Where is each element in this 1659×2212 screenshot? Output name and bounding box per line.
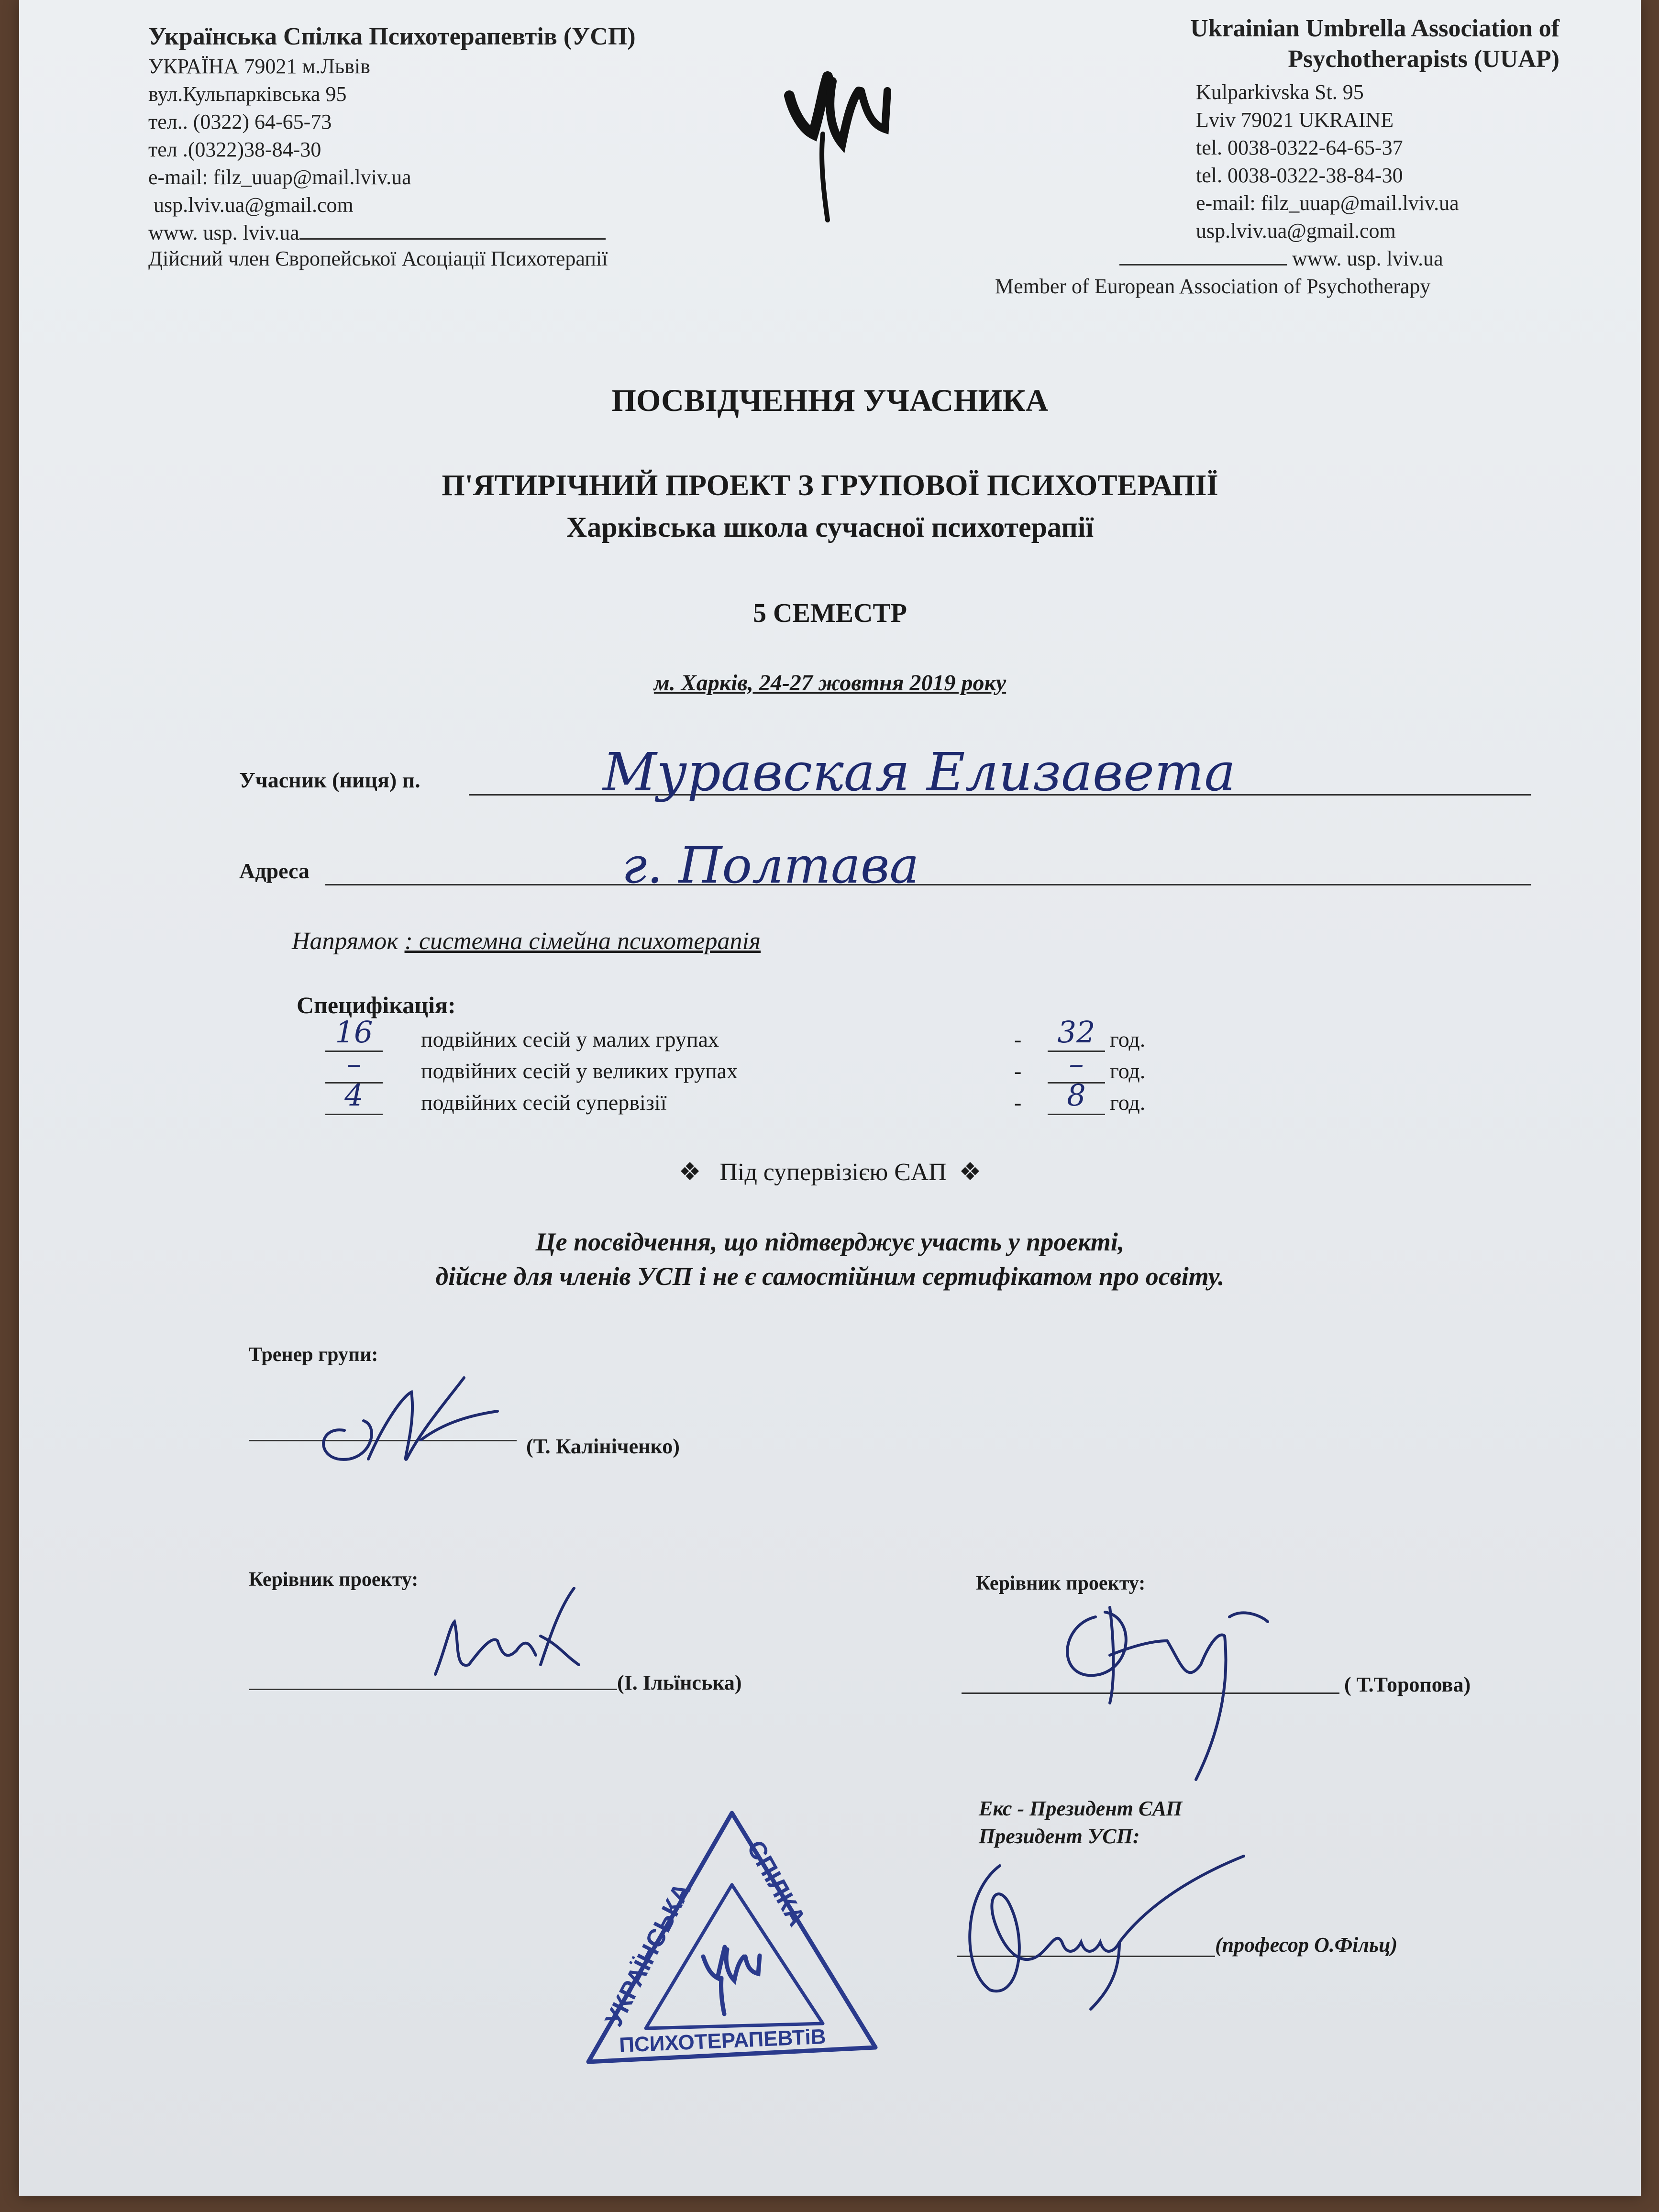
spec-count: – bbox=[325, 1055, 383, 1084]
address-line: Kulparkivska St. 95 bbox=[1196, 80, 1364, 104]
president-title-usp: Президент УСП: bbox=[979, 1825, 1140, 1848]
stamp-text-bottom: ПСИХОТЕРАПЕВТіВ bbox=[619, 2024, 827, 2057]
president-titles bbox=[979, 1795, 1182, 1850]
organization-stamp bbox=[574, 1803, 890, 2071]
spec-row: 4 подвійних сесій супервізії - 8 год. bbox=[325, 1087, 1186, 1116]
header-left bbox=[148, 21, 722, 273]
certificate-title: ПОСВІДЧЕННЯ УЧАСНИКА bbox=[611, 383, 1049, 418]
spec-description: подвійних сесій супервізії bbox=[421, 1090, 667, 1115]
usp-logo-icon bbox=[775, 62, 899, 225]
spec-hours: 8 bbox=[1048, 1087, 1105, 1115]
address-value: г. Полтава bbox=[622, 836, 919, 895]
project-title: П'ЯТИРІЧНИЙ ПРОЕКТ З ГРУПОВОЇ ПСИХОТЕРАПІЇ bbox=[442, 469, 1218, 502]
spec-hours: 32 bbox=[1048, 1024, 1105, 1052]
place-date: м. Харків, 24-27 жовтня 2019 року bbox=[653, 670, 1006, 696]
phone-line: tel. 0038-0322-38-84-30 bbox=[1196, 164, 1403, 187]
direction bbox=[292, 927, 761, 955]
direction-label: Напрямок bbox=[292, 928, 398, 955]
email-line: e-mail: filz_uuap@mail.lviv.ua bbox=[148, 166, 411, 189]
phone-line: tel. 0038-0322-64-65-37 bbox=[1196, 136, 1403, 159]
website-line: www. usp. lviv.ua bbox=[995, 245, 1559, 273]
email-line: usp.lviv.ua@gmail.com bbox=[1196, 219, 1396, 243]
leader-right-name: ( Т.Торопова) bbox=[1344, 1673, 1471, 1696]
certificate-page bbox=[19, 0, 1641, 2196]
spec-count: 4 bbox=[325, 1087, 383, 1115]
membership-en: Member of European Association of Psychotherapy bbox=[995, 275, 1431, 298]
trainer-name: (Т. Калініченко) bbox=[526, 1435, 680, 1458]
president-signature bbox=[947, 1847, 1253, 2019]
svg-text:УКРАЇНСЬКА bbox=[600, 1879, 696, 2031]
email-line: e-mail: filz_uuap@mail.lviv.ua bbox=[1196, 191, 1459, 215]
president-name: (професор О.Фільц) bbox=[1215, 1933, 1398, 1957]
address-line: УКРАЇНА 79021 м.Львів bbox=[148, 55, 370, 78]
spec-description: подвійних сесій у великих групах bbox=[421, 1059, 738, 1083]
leader-left-name: (І. Ільїнська) bbox=[617, 1671, 742, 1694]
website-line: www. usp. lviv.ua bbox=[148, 219, 722, 247]
trainer-signature bbox=[306, 1368, 507, 1478]
direction-value: : системна сімейна психотерапія bbox=[404, 928, 761, 955]
stamp-logo-icon bbox=[703, 1947, 760, 2014]
leader-left-signature bbox=[421, 1579, 603, 1684]
spec-description: подвійних сесій у малих групах bbox=[421, 1027, 719, 1051]
phone-line: тел .(0322)38-84-30 bbox=[148, 138, 321, 161]
participant-name: Муравская Елизавета bbox=[603, 741, 1236, 803]
org-name-en-line2: Psychotherapists (UUAP) bbox=[1288, 45, 1559, 73]
president-title-eap: Екс - Президент ЄАП bbox=[979, 1797, 1183, 1820]
leader-left-label: Керівник проекту: bbox=[249, 1569, 419, 1591]
leader-right-label: Керівник проекту: bbox=[976, 1572, 1146, 1594]
spec-row: 16 подвійних сесій у малих групах - 32 год. bbox=[325, 1024, 1186, 1052]
address-field bbox=[239, 836, 1531, 895]
spec-hours: – bbox=[1048, 1055, 1105, 1084]
email-line: usp.lviv.ua@gmail.com bbox=[148, 193, 354, 217]
address-line: вул.Кульпарківська 95 bbox=[148, 82, 347, 106]
org-name-ua: Українська Спілка Психотерапевтів (УСП) bbox=[148, 23, 636, 50]
phone-line: тел.. (0322) 64-65-73 bbox=[148, 110, 332, 133]
participant-label: Учасник (ниця) п. bbox=[239, 768, 420, 792]
address-label: Адреса bbox=[239, 859, 310, 883]
semester: 5 СЕМЕСТР bbox=[753, 598, 907, 628]
stamp-text-right: СПІЛКА bbox=[741, 1836, 811, 1931]
leader-right-signature bbox=[1038, 1588, 1287, 1789]
address-line: Lviv 79021 UKRAINE bbox=[1196, 108, 1394, 132]
eap-supervision: ❖ Під супервізією ЄАП ❖ bbox=[678, 1159, 982, 1186]
leader-left-signature-line bbox=[249, 1689, 617, 1690]
school-name: Харківська школа сучасної психотерапії bbox=[566, 511, 1094, 543]
trainer-label: Тренер групи: bbox=[249, 1344, 378, 1366]
participant-field bbox=[239, 741, 1531, 803]
spec-count: 16 bbox=[325, 1024, 383, 1052]
stamp-text-top: УКРАЇНСЬКА bbox=[600, 1879, 697, 2031]
spec-row: – подвійних сесій у великих групах - – год. bbox=[325, 1055, 1186, 1084]
org-name-en-line1: Ukrainian Umbrella Association of bbox=[1190, 15, 1559, 42]
membership-ua: Дійсний член Європейської Асоціації Психотерапії bbox=[148, 247, 608, 270]
specification-heading: Специфікація: bbox=[297, 992, 456, 1018]
header-right bbox=[995, 13, 1559, 300]
validity-note: Це посвідчення, що підтверджує участь у проекті, дійсне для членів УСП і не є самостійним сертифікатом про освіту. bbox=[435, 1228, 1225, 1291]
